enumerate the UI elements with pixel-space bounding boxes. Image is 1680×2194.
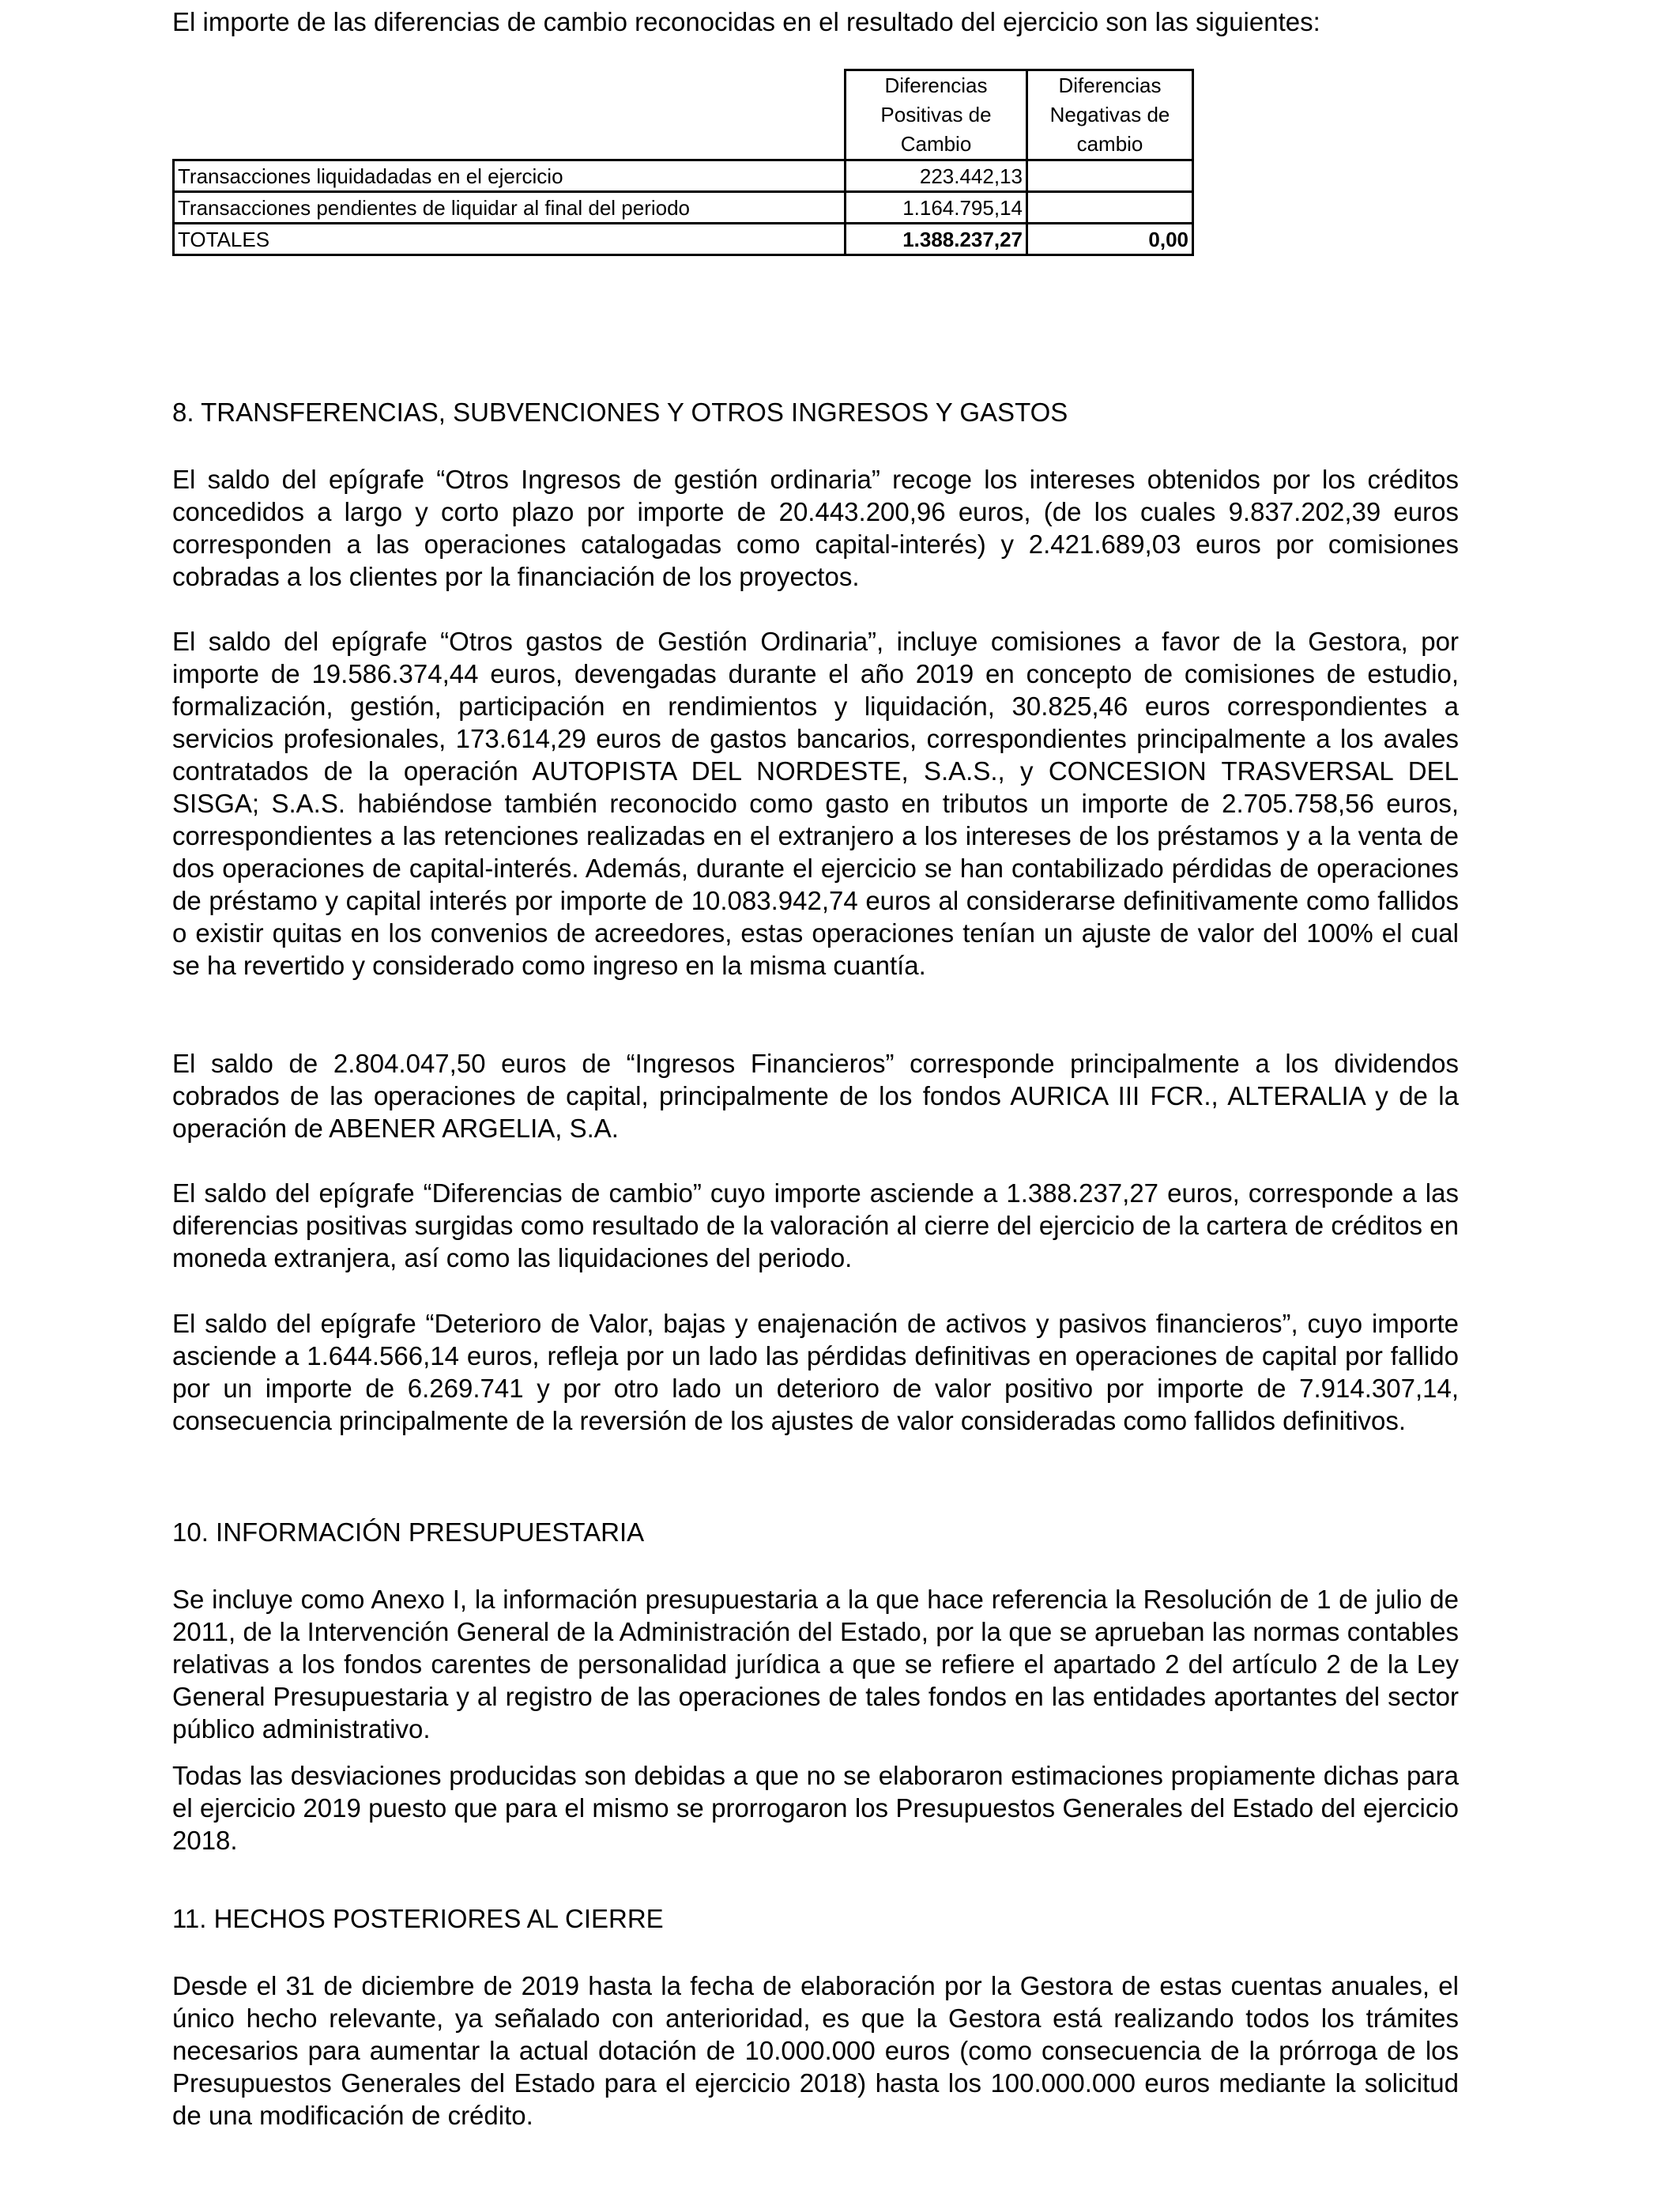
total-positive-value: 1.388.237,27 [846,224,1027,255]
table-total-row [174,224,1193,255]
table-intro-text: El importe de las diferencias de cambio reconocidas en el resultado del ejercicio son las siguientes: [172,7,1320,36]
row-positive-value: 1.164.795,14 [846,192,1027,224]
section-8-paragraph: El saldo del epígrafe “Otros Ingresos de gestión ordinaria” recoge los intereses obtenidos por los créditos concedidos a largo y corto plazo por importe de 20.443.200,96 euros, (de los cuales 9.837.202,39 euros corresponden a las operaciones catalogadas como capital-interés) y 2.421.689,03 euros por comisiones cobradas a los clientes por la financiación de los proyectos. [172,465,1459,591]
row-positive-value: 223.442,13 [846,160,1027,192]
section-10-paragraph: Se incluye como Anexo I, la información presupuestaria a la que hace referencia la Resolución de 1 de julio de 2011, de la Intervención General de la Administración del Estado, por la que se aprueban las normas contables relativas a los fondos carentes de personalidad jurídica a que se refiere el apartado 2 del artículo 2 de la Ley General Presupuestaria y al registro de las operaciones de tales fondos en las entidades aportantes del sector público administrativo. [172,1585,1459,1744]
row-label: Transacciones pendientes de liquidar al final del periodo [174,192,846,224]
section-8-paragraph: El saldo del epígrafe “Diferencias de cambio” cuyo importe asciende a 1.388.237,27 euros, corresponde a las diferencias positivas surgidas como resultado de la valoración al cierre del ejercicio de la cartera de créditos en moneda extranjera, así como las liquidaciones del periodo. [172,1178,1459,1272]
row-label: Transacciones liquidadadas en el ejercicio [174,160,846,192]
table-row [174,192,1193,224]
section-10-title: 10. INFORMACIÓN PRESUPUESTARIA [172,1517,645,1547]
total-negative-value: 0,00 [1027,224,1193,255]
section-8-title: 8. TRANSFERENCIAS, SUBVENCIONES Y OTROS INGRESOS Y GASTOS [172,398,1068,427]
section-10-paragraph: Todas las desviaciones producidas son debidas a que no se elaboraron estimaciones propiamente dichas para el ejercicio 2019 puesto que para el mismo se prorrogaron los Presupuestos Generales del Estado del ejercicio 2018. [172,1761,1459,1855]
table-header-row [174,70,1193,160]
exchange-differences-table [172,69,1194,256]
row-negative-value [1027,192,1193,224]
row-negative-value [1027,160,1193,192]
table-header-blank [174,70,846,160]
total-label: TOTALES [174,224,846,255]
section-8-paragraph: El saldo del epígrafe “Otros gastos de Gestión Ordinaria”, incluye comisiones a favor de la Gestora, por importe de 19.586.374,44 euros, devengadas durante el año 2019 en concepto de comisiones de estudio, formalización, gestión, participación en rendimientos y liquidación, 30.825,46 euros correspondientes a servicios profesionales, 173.614,29 euros de gastos bancarios, correspondientes principalmente a los avales contratados de la operación AUTOPISTA DEL NORDESTE, S.A.S., y CONCESION TRASVERSAL DEL SISGA; S.A.S. habiéndose también reconocido como gasto en tributos un importe de 2.705.758,56 euros, correspondientes a las retenciones realizadas en el extranjero a los intereses de los préstamos y a la venta de dos operaciones de capital-interés. Además, durante el ejercicio se han contabilizado pérdidas de operaciones de préstamo y capital interés por importe de 10.083.942,74 euros al considerarse definitivamente como fallidos o existir quitas en los convenios de acreedores, estas operaciones tenían un ajuste de valor del 100% el cual se ha revertido y considerado como ingreso en la misma cuantía. [172,627,1459,980]
header-positive-differences: Diferencias Positivas de Cambio [846,70,1027,160]
section-11-title: 11. HECHOS POSTERIORES AL CIERRE [172,1904,664,1933]
header-negative-differences: Diferencias Negativas de cambio [1027,70,1193,160]
section-11-paragraph: Desde el 31 de diciembre de 2019 hasta la fecha de elaboración por la Gestora de estas cuentas anuales, el único hecho relevante, ya señalado con anterioridad, es que la Gestora está realizando todos los trámites necesarios para aumentar la actual dotación de 10.000.000 euros (como consecuencia de la prórroga de los Presupuestos Generales del Estado para el ejercicio 2018) hasta los 100.000.000 euros mediante la solicitud de una modificación de crédito. [172,1971,1459,2130]
section-8-paragraph: El saldo del epígrafe “Deterioro de Valor, bajas y enajenación de activos y pasivos financieros”, cuyo importe asciende a 1.644.566,14 euros, refleja por un lado las pérdidas definitivas en operaciones de capital por fallido por un importe de 6.269.741 y por otro lado un deterioro de valor positivo por importe de 7.914.307,14, consecuencia principalmente de la reversión de los ajustes de valor consideradas como fallidos definitivos. [172,1309,1459,1435]
section-8-paragraph: El saldo de 2.804.047,50 euros de “Ingresos Financieros” corresponde principalmente a los dividendos cobrados de las operaciones de capital, principalmente de los fondos AURICA III FCR., ALTERALIA y de la operación de ABENER ARGELIA, S.A. [172,1049,1459,1143]
table-row [174,160,1193,192]
